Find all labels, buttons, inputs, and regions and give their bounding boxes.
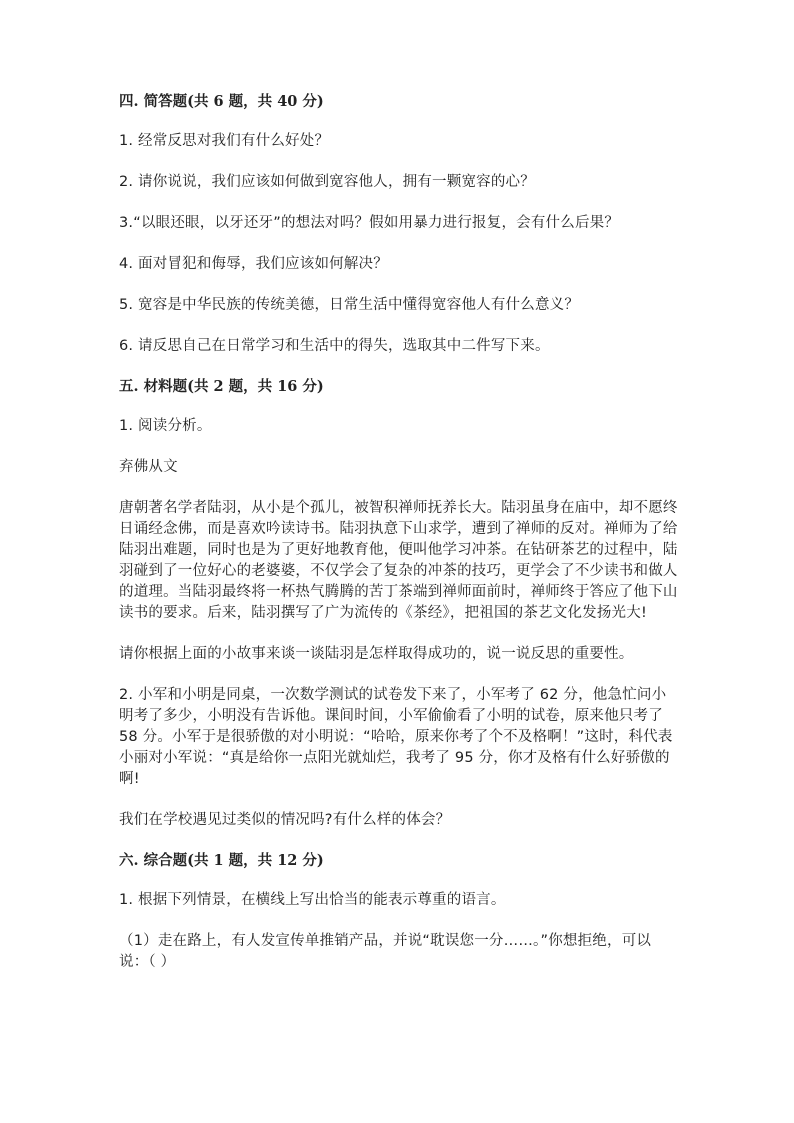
comprehensive-subquestion-1: （1）走在路上，有人发宣传单推销产品，并说“耽误您一分……。”你想拒绝，可以说：（ ）: [119, 933, 652, 970]
section-title-material: 五. 材料题(共 2 题，共 16 分): [119, 378, 324, 395]
question-5: 5. 宽容是中华民族的传统美德，日常生活中懂得宽容他人有什么意义？: [119, 297, 580, 313]
question-2: 2. 请你说说，我们应该如何做到宽容他人，拥有一颗宽容的心？: [119, 174, 535, 190]
material-question-1-prompt: 请你根据上面的小故事来谈一谈陆羽是怎样取得成功的，说一说反思的重要性。: [119, 646, 634, 662]
section-title-short-answer: 四. 简答题(共 6 题，共 40 分): [119, 93, 324, 110]
material-question-2-text: 2. 小军和小明是同桌，一次数学测试的试卷发下来了，小军考了 62 分，他急忙问小明考了多少，小明没有告诉他。课间时间，小军偷偷看了小明的试卷，原来他只考了 58 分。小军于是很骄傲的对小明说：“哈哈，原来你考了个不及格啊！”这时，科代表小丽对小军说：“真是给你一点阳光就灿烂，我考了 95 分，你才及格有什么好骄傲的啊!: [119, 687, 673, 787]
question-4: 4. 面对冒犯和侮辱，我们应该如何解决？: [119, 256, 388, 272]
question-1: 1. 经常反思对我们有什么好处？: [119, 133, 330, 149]
question-3: 3.“以眼还眼，以牙还牙”的想法对吗？假如用暴力进行报复，会有什么后果？: [119, 215, 620, 231]
material-question-1-label: 1. 阅读分析。: [119, 418, 212, 434]
section-title-comprehensive: 六. 综合题(共 1 题，共 12 分): [119, 852, 324, 869]
comprehensive-question-1: 1. 根据下列情景，在横线上写出恰当的能表示尊重的语言。: [119, 892, 506, 908]
question-6: 6. 请反思自己在日常学习和生活中的得失，选取其中二件写下来。: [119, 338, 550, 354]
story-title: 弃佛从文: [119, 459, 178, 475]
material-question-2-prompt: 我们在学校遇见过类似的情况吗?有什么样的体会？: [119, 812, 451, 828]
exam-page: [119, 92, 679, 993]
story-text: 唐朝著名学者陆羽，从小是个孤儿，被智积禅师抚养长大。陆羽虽身在庙中，却不愿终日诵经念佛，而是喜欢吟读诗书。陆羽执意下山求学，遭到了禅师的反对。禅师为了给陆羽出难题，同时也是为了更好地教育他，便叫他学习冲茶。在钻研茶艺的过程中，陆羽碰到了一位好心的老婆婆，不仅学会了复杂的冲茶的技巧，更学会了不少读书和做人的道理。当陆羽最终将一杯热气腾腾的苦丁茶端到禅师面前时，禅师终于答应了他下山读书的要求。后来，陆羽撰写了广为流传的《茶经》，把祖国的茶艺文化发扬光大!: [119, 500, 678, 621]
